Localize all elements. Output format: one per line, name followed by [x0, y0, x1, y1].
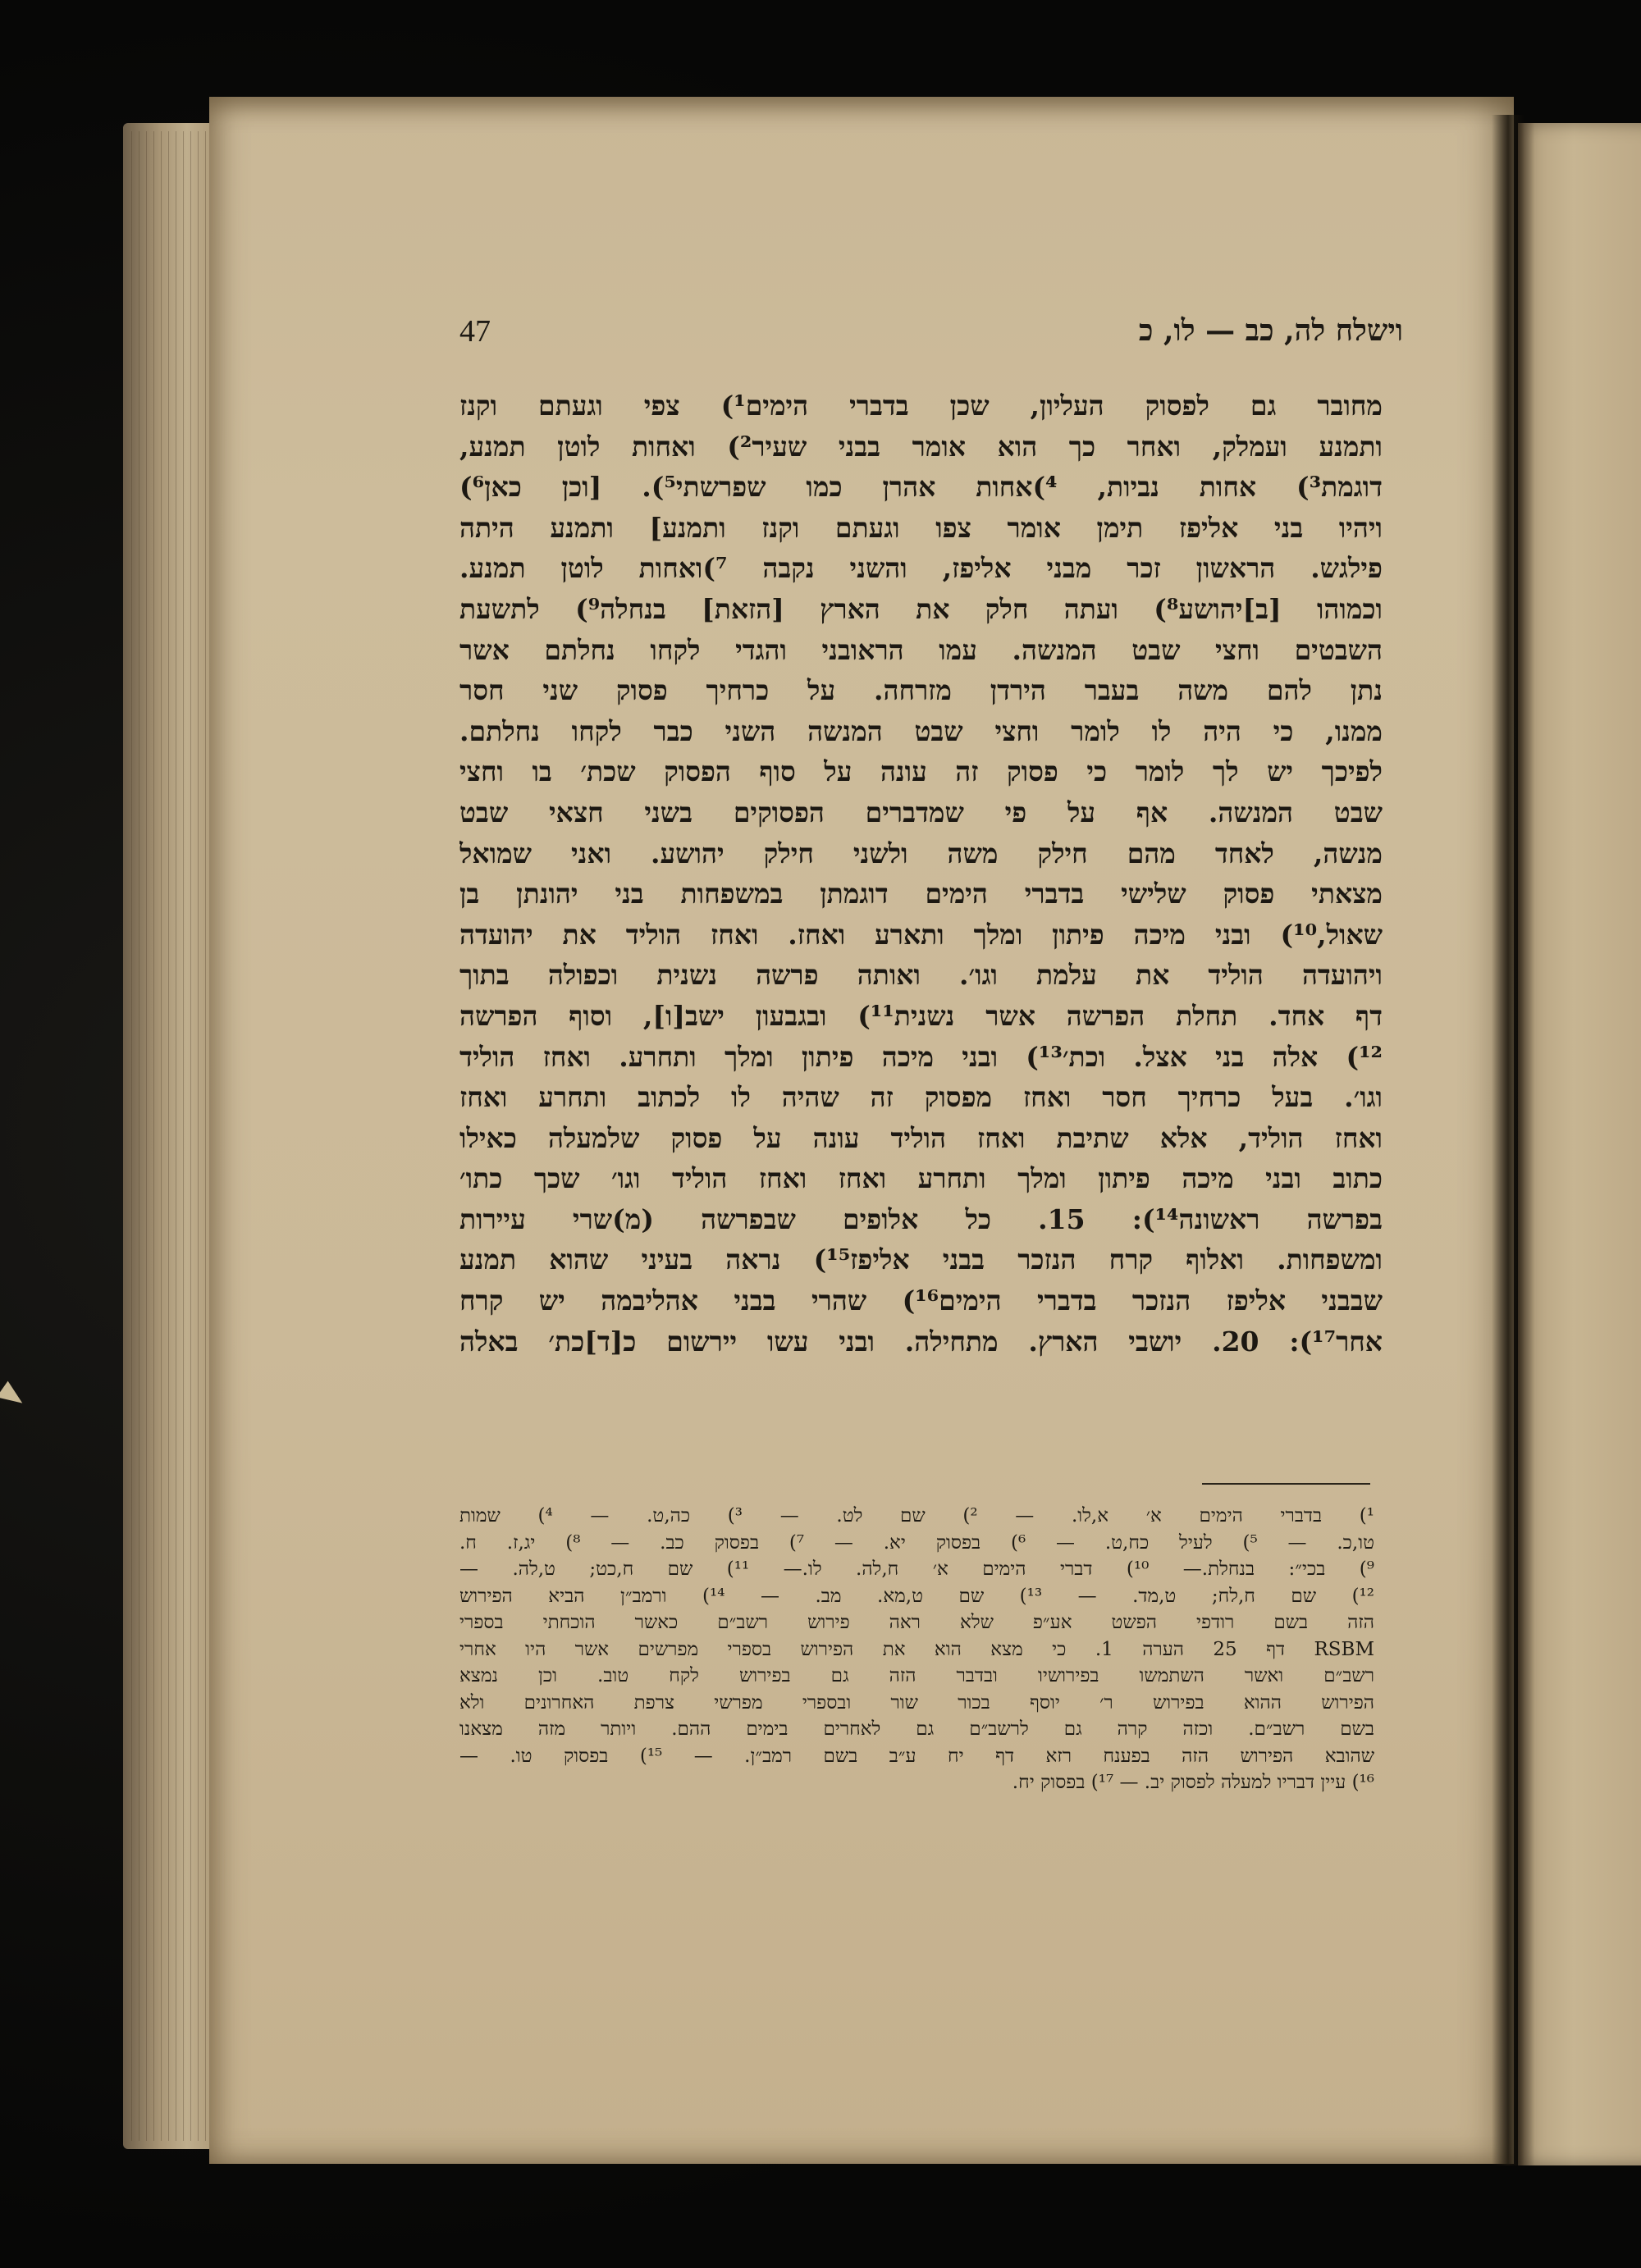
- text-line: שאול,¹⁰) ובני מיכה פיתון ומלך ותארע ואחז. ואחז הוליד את יהועדה: [459, 918, 1383, 951]
- footnote-line: ¹) בדברי הימים א׳ א,לו. — ²) שם לט. — ³) כה,ט. — ⁴) שמות: [459, 1505, 1374, 1526]
- footnote-line: טו,כ. — ⁵) לעיל כח,ט. — ⁶) בפסוק יא. — ⁷) בפסוק כב. — ⁸) יג,ז. ח.: [459, 1531, 1374, 1554]
- text-line: בפרשה ראשונה¹⁴): 15. כל אלופים שבפרשה (מ)שרי עיירות: [459, 1202, 1383, 1235]
- footnote-line: הפירוש ההוא בפירוש ר׳ יוסף בכור שור ובספרי מפרשי צרפת האחרונים ולא: [459, 1691, 1374, 1714]
- text-line: שבבני אליפז הנזכר בדברי הימים¹⁶) שהרי בבני אהליבמה יש קרח: [459, 1285, 1383, 1317]
- text-line: ויהועדה הוליד את עלמת וגו׳. ואותה פרשה נשנית וכפולה בתוך: [459, 959, 1383, 992]
- footnote-line: הזה בשם רודפי הפשט אע״פ שלא ראה פירוש רשב״ם כאשר הוכחתי בספרי: [459, 1612, 1374, 1633]
- footnotes: [459, 1503, 1374, 1796]
- facing-page: [1518, 123, 1641, 2165]
- page-header: [459, 313, 1403, 363]
- text-line: וגו׳. בעל כרחיך חסר ואחז מפסוק זה שהיה לו לכתוב ותחרע ואחז: [459, 1081, 1383, 1114]
- text-line: לפיכך יש לך לומר כי פסוק זה עונה על סוף הפסוק שכת׳ בו וחצי: [459, 755, 1383, 788]
- text-line: כתוב ובני מיכה פיתון ומלך ותחרע ואחז ואחז הוליד וגו׳ שכך כתו׳: [459, 1162, 1383, 1195]
- footnote-line: RSBM דף 25 הערה 1. כי מצא הוא את הפירוש בספרי מפרשים אשר היו אחרי: [459, 1638, 1374, 1660]
- text-line: מצאתי פסוק שלישי בדברי הימים דוגמתן במשפחות בני יהונתן בן: [459, 878, 1383, 910]
- footnote-line: בשם רשב״ם. וכזה קרה גם לרשב״ם גם לאחרים בימים ההם. ויותר מזה מצאנו: [459, 1718, 1374, 1740]
- page-edge-lines: [131, 131, 222, 2141]
- text-line: ומשפחות. ואלוף קרח הנזכר בבני אליפז¹⁵) נראה בעיני שהוא תמנע: [459, 1244, 1383, 1276]
- text-line: נתן להם משה בעבר הירדן מזרחה. על כרחיך פסוק שני חסר: [459, 674, 1383, 707]
- text-line: ויהיו בני אליפז תימן אומר צפו וגעתם וקנז ותמנע] ותמנע היתה: [459, 511, 1383, 544]
- paper-scrap: [0, 1381, 28, 1412]
- text-line: ממנו, כי היה לו לומר וחצי שבט המנשה השני כבר לקחו נחלתם.: [459, 714, 1383, 747]
- text-line: ¹²) אלה בני אצל. וכת׳¹³) ובני מיכה פיתון ומלך ותחרע. ואחז הוליד: [459, 1040, 1383, 1073]
- running-head: וישלח לה, כב — לו, כ: [1138, 313, 1403, 348]
- footnote-line: ¹⁶) עיין דבריו למעלה לפסוק יב. — ¹⁷) בפסוק יח.: [1012, 1772, 1374, 1793]
- text-line: מחובר גם לפסוק העליון, שכן בדברי הימים¹) צפי וגעתם וקנז: [459, 390, 1383, 422]
- footnote-line: ¹²) שם ח,לח; ט,מד. — ¹³) שם ט,מא. מב. — ¹⁴) ורמב״ן הביא הפירוש: [459, 1585, 1374, 1607]
- text-line: וכמוהו [ב]יהושע⁸) ועתה חלק את הארץ [הזאת] בנחלה⁹) לתשעת: [459, 592, 1383, 625]
- text-line: ואחז הוליד, אלא שתיבת ואחז הוליד עונה על פסוק שלמעלה כאילו: [459, 1121, 1383, 1154]
- text-line: דוגמת³) אחות נביות, ⁴)אחות אהרן כמו שפרשתי⁵). [וכן כאן⁶): [459, 471, 1383, 504]
- text-line: פילגש. הראשון זכר מבני אליפז, והשני נקבה ⁷)ואחות לוטן תמנע.: [459, 552, 1383, 585]
- footnote-line: שהובא הפירוש הזה בפענח רזא דף יח ע״ב בשם רמב״ן. — ¹⁵) בפסוק טו. —: [459, 1745, 1374, 1767]
- text-line: ותמנע ועמלק, ואחר כך הוא אומר בבני שעיר²) ואחות לוטן תמנע,: [459, 430, 1383, 463]
- footnote-line: רשב״ם ואשר השתמשו בפירושיו ובדבר הזה גם בפירוש לקח טוב. וכן נמצא: [459, 1665, 1374, 1686]
- footnote-separator: [1202, 1483, 1370, 1485]
- text-line: שבט המנשה. אף על פי שמדברים הפסוקים בשני חצאי שבט: [459, 796, 1383, 828]
- footnote-line: ⁹) בכי״: בנחלת.— ¹⁰) דברי הימים א׳ ח,לה. לו.— ¹¹) שם ח,כט; ט,לה. —: [459, 1558, 1374, 1580]
- page-number: 47: [459, 314, 491, 349]
- text-line: השבטים וחצי שבט המנשה. עמו הראובני והגדי לקחו נחלתם אשר: [459, 633, 1383, 666]
- text-line: מנשה, לאחד מהם חילק משה ולשני חילק יהושע. ואני שמואל: [459, 837, 1383, 869]
- book-gutter: [1492, 115, 1524, 2165]
- text-line: אחר¹⁷): 20. יושבי הארץ. מתחילה. ובני עשו יירשום כ[ד]כת׳ באלה: [459, 1325, 1383, 1358]
- text-line: דף אחד. תחלת הפרשה אשר נשנית¹¹) ובגבעון ישב[ו], וסוף הפרשה: [459, 999, 1383, 1032]
- main-text: [459, 386, 1383, 1362]
